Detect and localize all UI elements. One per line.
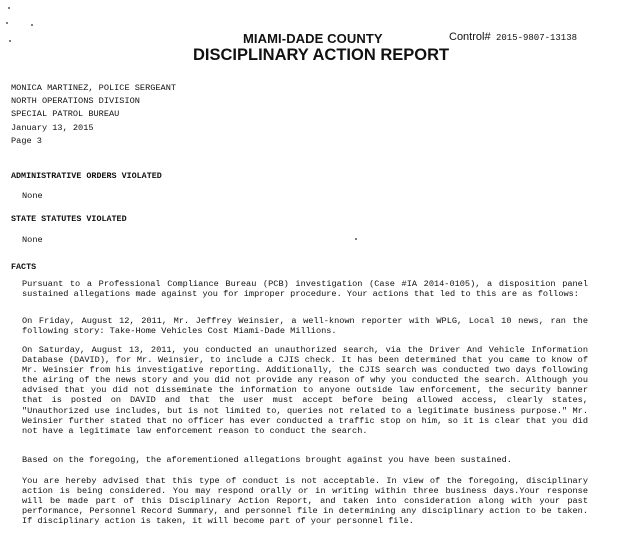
statutes-heading: STATE STATUTES VIOLATED <box>11 214 127 224</box>
paragraph-text: On Saturday, August 13, 2011, you conducted an unauthorized search, via the Driver And Vehicle Information Database (DAVID), for Mr. Weinsier, to include a CJIS check. It has been determined that you came to know of Mr. Weinsier from his investigative reporting. Additionally, the CJIS search was conducted two days following the airing of the news story and you did not provide any reason of why you conducted the search. Although you advised that you did not disseminate the information to anyone outside law enforcement, the security banner that is posted on DAVID and that the user must accept before being allowed access, clearly states, "Unauthorized use includes, but is not limited to, queries not related to a legitimate business purpose." Mr. Weinsier further stated that no officer has ever conducted a traffic stop on him, so it is clear that you did not have a legitimate law enforcement reason to conduct the search. <box>22 345 588 436</box>
paragraph-news-story <box>22 316 588 336</box>
control-number: 2015-9807-13138 <box>495 33 577 43</box>
page-number: Page 3 <box>11 135 42 146</box>
county-name: MIAMI-DADE COUNTY <box>243 31 383 46</box>
addressee-bureau: SPECIAL PATROL BUREAU <box>11 109 120 120</box>
control-label: Control# <box>449 31 491 43</box>
facts-heading: FACTS <box>11 262 37 272</box>
addressee-division: NORTH OPERATIONS DIVISION <box>11 96 140 107</box>
paragraph-text: On Friday, August 12, 2011, Mr. Jeffrey Weinsier, a well-known reporter with WPLG, Local 10 news, ran the following story: Take-Home Vehicles Cost Miami-Dade Millions. <box>22 316 588 337</box>
paragraph-advisement <box>22 476 588 526</box>
paragraph-text: Pursuant to a Professional Compliance Bureau (PCB) investigation (Case #IA 2014-0105), a disposition panel sustained allegations made against you for improper procedure. Your actions that led to this are as follows: <box>22 279 588 300</box>
admin-orders-heading: ADMINISTRATIVE ORDERS VIOLATED <box>11 171 162 181</box>
admin-orders-value: None <box>22 191 43 201</box>
paragraph-investigation <box>22 279 588 299</box>
paragraph-text: Based on the foregoing, the aforementioned allegations brought against you have been sustained. <box>22 455 512 465</box>
control-number-block <box>449 31 577 43</box>
paragraph-search <box>22 345 588 436</box>
report-date: January 13, 2015 <box>11 122 94 133</box>
paragraph-sustained <box>22 455 588 465</box>
addressee-name: MONICA MARTINEZ, POLICE SERGEANT <box>11 83 177 93</box>
addressee-block <box>11 82 176 148</box>
statutes-value: None <box>22 235 43 245</box>
report-title: DISCIPLINARY ACTION REPORT <box>193 46 450 64</box>
paragraph-text: You are hereby advised that this type of conduct is not acceptable. In view of the foregoing, disciplinary action is being considered. You may respond orally or in writing within three business days.Your response will be made part of this Disciplinary Action Report, and taken into consideration along with your past performance, Personnel Record Summary, and personnel file in determining any disciplinary action to be taken. If disciplinary action is taken, it will become part of your personnel file. <box>22 476 588 527</box>
